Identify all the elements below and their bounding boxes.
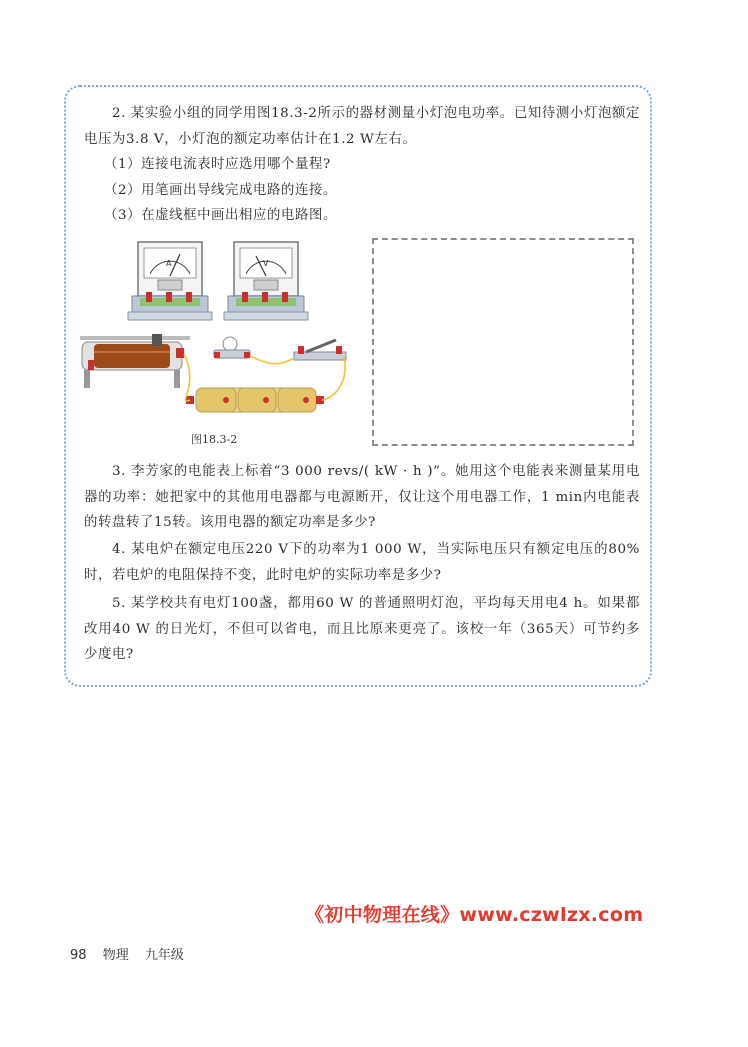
- problem-2-intro: 2. 某实验小组的同学用图18.3-2所示的器材测量小灯泡电功率。已知待测小灯泡额定电压为3.8 V，小灯泡的额定功率估计在1.2 W左右。: [84, 106, 640, 147]
- problem-3: 3. 李芳家的电能表上标着“3 000 revs/( kW · h )”。她用这个电能表来测量某用电器的功率：她把家中的其他用电器都与电源断开，仅让这个用电器工作，1 min内电能表的转盘转了15转。该用电器的额定功率是多少?: [84, 464, 640, 530]
- problem-2-question-2: （2）用笔画出导线完成电路的连接。: [104, 183, 337, 198]
- site-watermark: 《初中物理在线》www.czwlzx.com: [305, 904, 644, 926]
- subject-label: 物理: [102, 948, 129, 963]
- ammeter-symbol: A: [166, 259, 172, 268]
- battery-icon: [186, 388, 324, 412]
- problem-5: 5. 某学校共有电灯100盏，都用60 W 的普通照明灯泡，平均每天用电4 h。如果都改用40 W 的日光灯，不但可以省电，而且比原来更亮了。该校一年（365天）可节约多少度电?: [84, 596, 640, 662]
- grade-label: 九年级: [144, 948, 184, 963]
- page-number: 98: [70, 948, 87, 963]
- problem-4: 4. 某电炉在额定电压220 V下的功率为1 000 W，当实际电压只有额定电压的80%时，若电炉的电阻保持不变，此时电炉的实际功率是多少?: [84, 542, 640, 583]
- ammeter-icon: [128, 242, 212, 320]
- switch-icon: [294, 340, 346, 360]
- rheostat-icon: [80, 334, 190, 388]
- page-footer: [70, 944, 196, 963]
- bulb-icon: [214, 337, 250, 358]
- voltmeter-symbol: V: [263, 259, 269, 268]
- apparatus-figure: [80, 236, 360, 428]
- problem-2-question-3: （3）在虚线框中画出相应的电路图。: [104, 208, 337, 223]
- voltmeter-icon: [224, 242, 308, 320]
- figure-caption: 图18.3-2: [191, 433, 238, 446]
- problem-2-question-1: （1）连接电流表时应选用哪个量程?: [104, 157, 331, 172]
- circuit-diagram-box: [372, 238, 634, 446]
